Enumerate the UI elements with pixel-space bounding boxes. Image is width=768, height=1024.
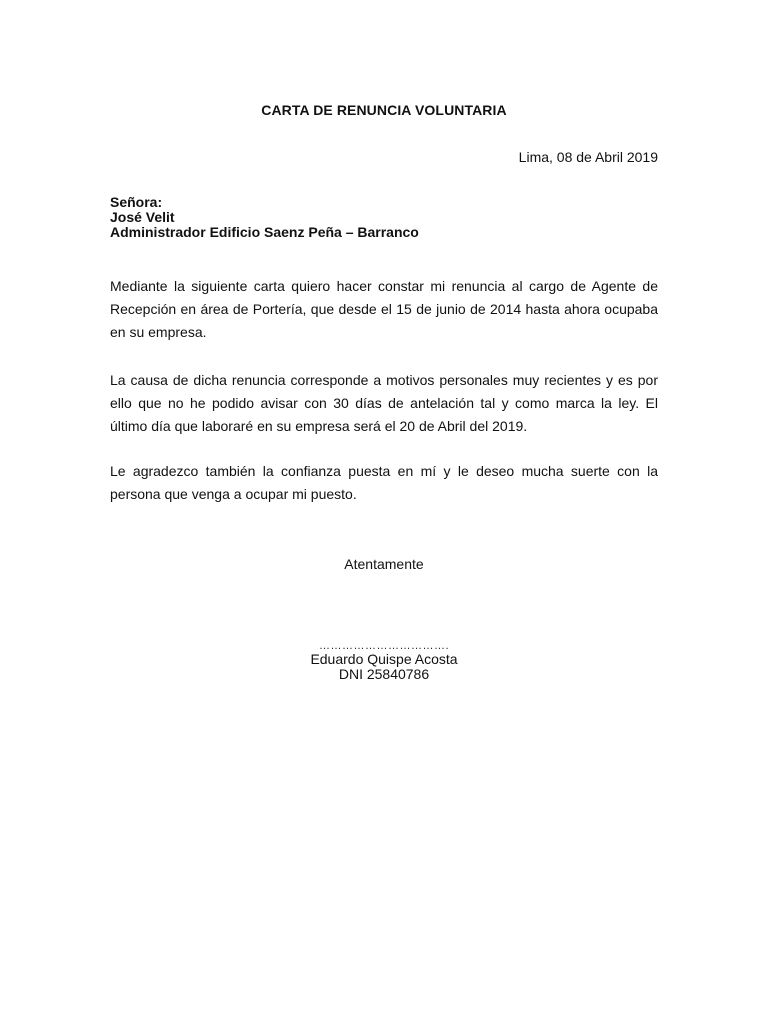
paragraph-line: Recepción en área de Portería, que desde el 15 de junio de 2014 hasta ahora ocupaba	[110, 301, 658, 317]
addressee-block	[110, 195, 419, 240]
paragraph-line: ello que no he podido avisar con 30 días de antelación tal y como marca la ley. El	[110, 395, 658, 411]
signature-line: …………………………….	[318, 640, 450, 652]
paragraph-line: Mediante la siguiente carta quiero hacer constar mi renuncia al cargo de Agente de	[110, 278, 658, 294]
signature-block	[0, 640, 768, 682]
body-paragraph-1	[110, 275, 658, 344]
letter-date: Lima, 08 de Abril 2019	[518, 149, 658, 165]
letter-title: CARTA DE RENUNCIA VOLUNTARIA	[261, 102, 507, 118]
body-paragraph-3	[110, 460, 658, 506]
paragraph-line: en su empresa.	[110, 324, 207, 340]
paragraph-line: último día que laboraré en su empresa será el 20 de Abril del 2019.	[110, 418, 528, 434]
paragraph-line: persona que venga a ocupar mi puesto.	[110, 486, 357, 502]
addressee-position: Administrador Edificio Saenz Peña – Barranco	[110, 224, 419, 240]
signer-id: DNI 25840786	[338, 666, 430, 682]
paragraph-line: Le agradezco también la confianza puesta en mí y le deseo mucha suerte con la	[110, 463, 658, 479]
signer-name: Eduardo Quispe Acosta	[310, 651, 458, 667]
closing-text: Atentamente	[344, 556, 424, 572]
body-paragraph-2	[110, 369, 658, 438]
addressee-name: José Velit	[110, 209, 175, 225]
addressee-salutation: Señora:	[110, 194, 163, 210]
paragraph-line: La causa de dicha renuncia corresponde a motivos personales muy recientes y es por	[110, 372, 658, 388]
